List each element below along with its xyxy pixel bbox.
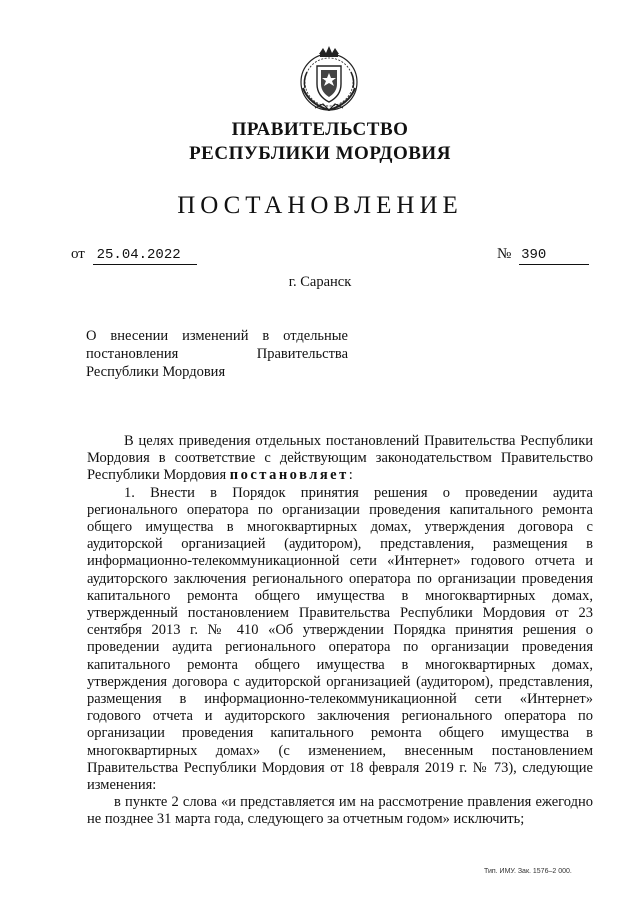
document-date: 25.04.2022 bbox=[93, 247, 197, 265]
document-number: 390 bbox=[519, 247, 589, 265]
coat-of-arms-emblem bbox=[293, 44, 365, 116]
city-name: г. Саранск bbox=[288, 274, 352, 290]
government-title-line2: РЕСПУБЛИКИ МОРДОВИЯ bbox=[189, 143, 451, 164]
subject-line-1: О внесении изменений в отдельные bbox=[86, 328, 348, 344]
subject-line-2: постановления Правительства bbox=[86, 346, 348, 362]
preamble-paragraph bbox=[87, 433, 593, 485]
document-date-row bbox=[71, 246, 197, 265]
date-prefix: от bbox=[71, 246, 85, 262]
preamble-colon: : bbox=[348, 467, 353, 484]
preamble-text: В целях приведения отдельных постановлений Правительства Республики Мордовия в соответствие с действующим законодательством Правительство Республики Мордовия bbox=[87, 433, 593, 484]
government-title-line1: ПРАВИТЕЛЬСТВО bbox=[231, 119, 409, 140]
document-body bbox=[87, 433, 593, 829]
decree-word: постановляет bbox=[229, 467, 349, 484]
document-number-row bbox=[497, 246, 589, 265]
item-1-paragraph: 1. Внести в Порядок принятия решения о проведении аудита регионального оператора по организации проведения капитального ремонта общего имущества в многоквартирных домах, утверждения договора с аудиторской организацией (аудитором), представления, размещения в информационно-телекоммуникационной сети «Интернет» годового отчета и аудиторского заключения регионального оператора по организации проведения капитального ремонта общего имущества в многоквартирных домах, утвержденный постановлением Правительства Республики Мордовия от 23 сентября 2013 г. № 410 «Об утверждении Порядка принятия решения о проведении аудита регионального оператора по организации проведения капитального ремонта общего имущества в многоквартирных домах, утверждения договора с аудиторской организацией (аудитором), представления, размещения в информационно-телекоммуникационной сети «Интернет» годового отчета и аудиторского заключения регионального оператора по организации проведения капитального ремонта общего имущества в многоквартирных домах» (с изменением, внесенным постановлением Правительства Республики Мордовия от 18 февраля 2019 г. № 73), следующие изменения: bbox=[87, 484, 593, 794]
number-prefix: № bbox=[497, 246, 512, 262]
amendment-paragraph: в пункте 2 слова «и представляется им на рассмотрение правления ежегодно не позднее 31 марта года, следующего за отчетным годом» исключить; bbox=[87, 794, 593, 828]
document-type-title: ПОСТАНОВЛЕНИЕ bbox=[177, 192, 463, 219]
subject-line-3: Республики Мордовия bbox=[86, 364, 226, 380]
print-mark: Тип. ИМУ. Зак. 1576–2 000. bbox=[484, 868, 572, 875]
document-subject bbox=[86, 327, 348, 381]
